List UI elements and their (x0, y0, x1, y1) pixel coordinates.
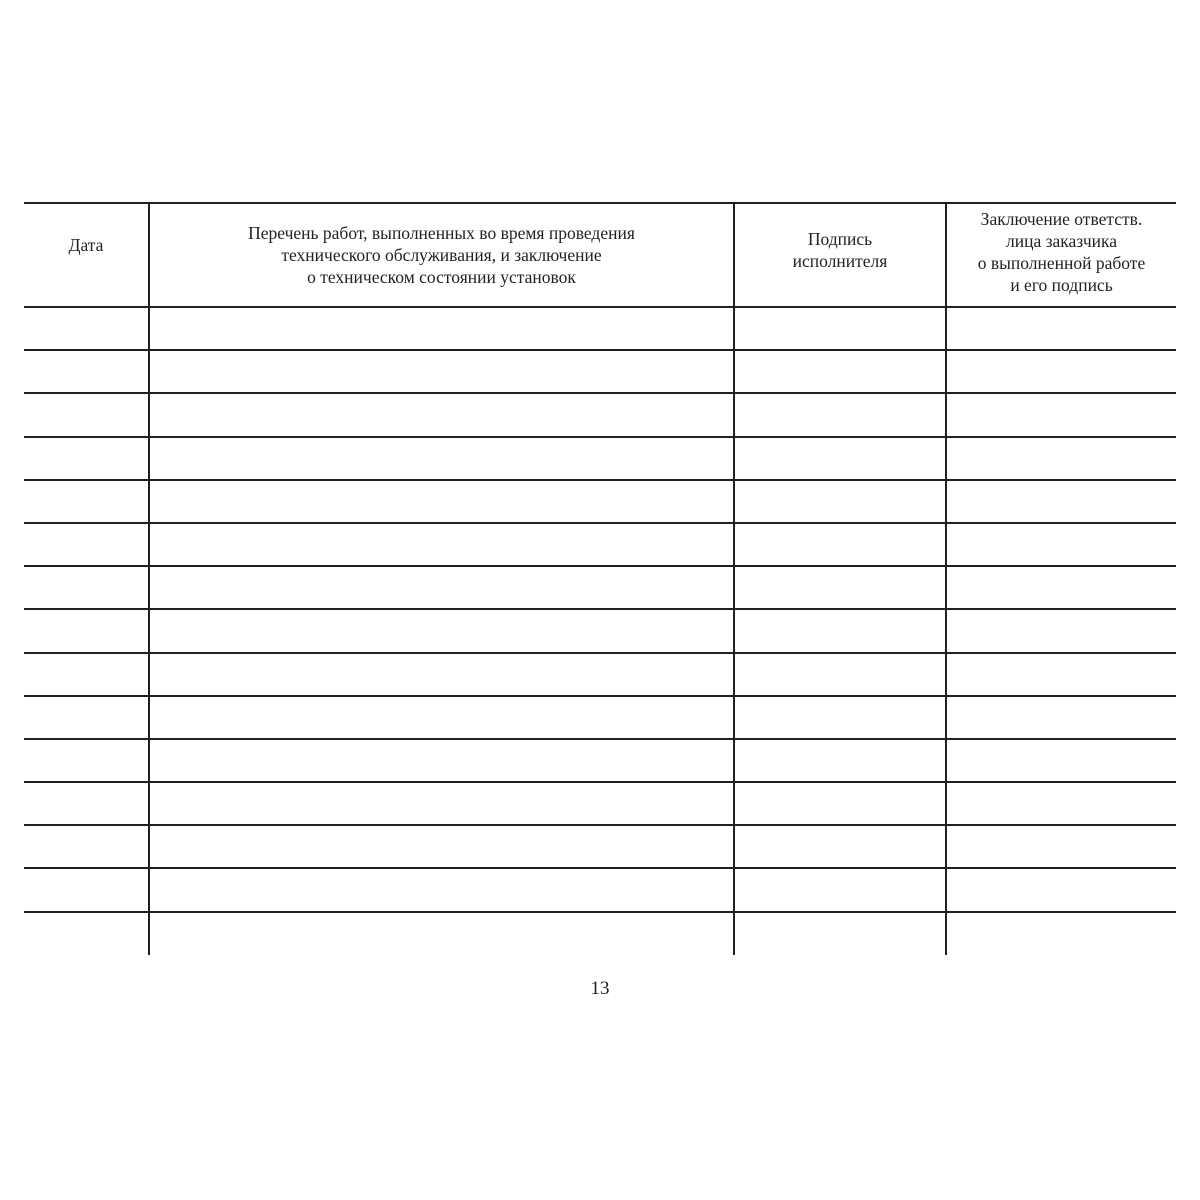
header-line: исполнителя (792, 251, 888, 271)
signature-cell[interactable] (734, 307, 946, 350)
date-cell[interactable] (24, 566, 149, 609)
date-cell[interactable] (24, 609, 149, 652)
table-row (24, 566, 1176, 609)
table-row (24, 393, 1176, 436)
table-row (24, 350, 1176, 393)
signature-cell[interactable] (734, 523, 946, 566)
signature-cell[interactable] (734, 350, 946, 393)
works-cell[interactable] (149, 350, 734, 393)
date-cell[interactable] (24, 437, 149, 480)
signature-cell[interactable] (734, 782, 946, 825)
works-cell[interactable] (149, 653, 734, 696)
signature-cell[interactable] (734, 868, 946, 911)
signature-cell[interactable] (734, 437, 946, 480)
header-line: о техническом состоянии установок (307, 267, 576, 287)
works-cell[interactable] (149, 566, 734, 609)
signature-cell[interactable] (734, 566, 946, 609)
works-cell[interactable] (149, 609, 734, 652)
date-cell[interactable] (24, 825, 149, 868)
signature-cell[interactable] (734, 825, 946, 868)
table-header-row (24, 203, 1176, 307)
column-header-conclusion (946, 203, 1176, 307)
signature-cell[interactable] (734, 696, 946, 739)
conclusion-cell[interactable] (946, 350, 1176, 393)
date-cell[interactable] (24, 868, 149, 911)
date-cell[interactable] (24, 696, 149, 739)
conclusion-cell[interactable] (946, 566, 1176, 609)
table-row (24, 653, 1176, 696)
works-cell[interactable] (149, 782, 734, 825)
works-cell[interactable] (149, 437, 734, 480)
date-cell[interactable] (24, 782, 149, 825)
table-row (24, 609, 1176, 652)
table-row (24, 739, 1176, 782)
table-row (24, 480, 1176, 523)
maintenance-log-table (24, 202, 1176, 955)
header-line: лица заказчика (1005, 231, 1118, 251)
table-row (24, 782, 1176, 825)
header-line: Подпись (807, 229, 873, 249)
conclusion-cell[interactable] (946, 437, 1176, 480)
signature-cell[interactable] (734, 393, 946, 436)
conclusion-cell[interactable] (946, 782, 1176, 825)
conclusion-cell[interactable] (946, 523, 1176, 566)
date-cell[interactable] (24, 350, 149, 393)
signature-cell[interactable] (734, 739, 946, 782)
date-cell[interactable] (24, 739, 149, 782)
date-cell[interactable] (24, 912, 149, 955)
works-cell[interactable] (149, 825, 734, 868)
header-line: Дата (68, 235, 104, 255)
works-cell[interactable] (149, 523, 734, 566)
date-cell[interactable] (24, 653, 149, 696)
works-cell[interactable] (149, 696, 734, 739)
conclusion-cell[interactable] (946, 696, 1176, 739)
table-row (24, 912, 1176, 955)
conclusion-cell[interactable] (946, 653, 1176, 696)
header-line: и его подпись (1010, 275, 1113, 295)
header-line: Перечень работ, выполненных во время проведения (248, 223, 635, 243)
works-cell[interactable] (149, 739, 734, 782)
table-row (24, 437, 1176, 480)
works-cell[interactable] (149, 307, 734, 350)
table-row (24, 696, 1176, 739)
conclusion-cell[interactable] (946, 868, 1176, 911)
table-row (24, 825, 1176, 868)
conclusion-cell[interactable] (946, 739, 1176, 782)
page-number: 13 (590, 978, 610, 999)
date-cell[interactable] (24, 307, 149, 350)
header-line: Заключение ответств. (980, 209, 1143, 229)
table-row (24, 307, 1176, 350)
conclusion-cell[interactable] (946, 307, 1176, 350)
date-cell[interactable] (24, 523, 149, 566)
conclusion-cell[interactable] (946, 825, 1176, 868)
table-row (24, 523, 1176, 566)
signature-cell[interactable] (734, 609, 946, 652)
table-row (24, 868, 1176, 911)
signature-cell[interactable] (734, 912, 946, 955)
column-header-signature (734, 203, 946, 307)
header-line: технического обслуживания, и заключение (281, 245, 602, 265)
date-cell[interactable] (24, 393, 149, 436)
works-cell[interactable] (149, 912, 734, 955)
works-cell[interactable] (149, 480, 734, 523)
conclusion-cell[interactable] (946, 393, 1176, 436)
conclusion-cell[interactable] (946, 609, 1176, 652)
column-header-works (149, 203, 734, 307)
conclusion-cell[interactable] (946, 480, 1176, 523)
signature-cell[interactable] (734, 653, 946, 696)
works-cell[interactable] (149, 868, 734, 911)
signature-cell[interactable] (734, 480, 946, 523)
header-line: о выполненной работе (977, 253, 1146, 273)
conclusion-cell[interactable] (946, 912, 1176, 955)
works-cell[interactable] (149, 393, 734, 436)
table-body (24, 307, 1176, 955)
column-header-date (24, 203, 149, 307)
date-cell[interactable] (24, 480, 149, 523)
